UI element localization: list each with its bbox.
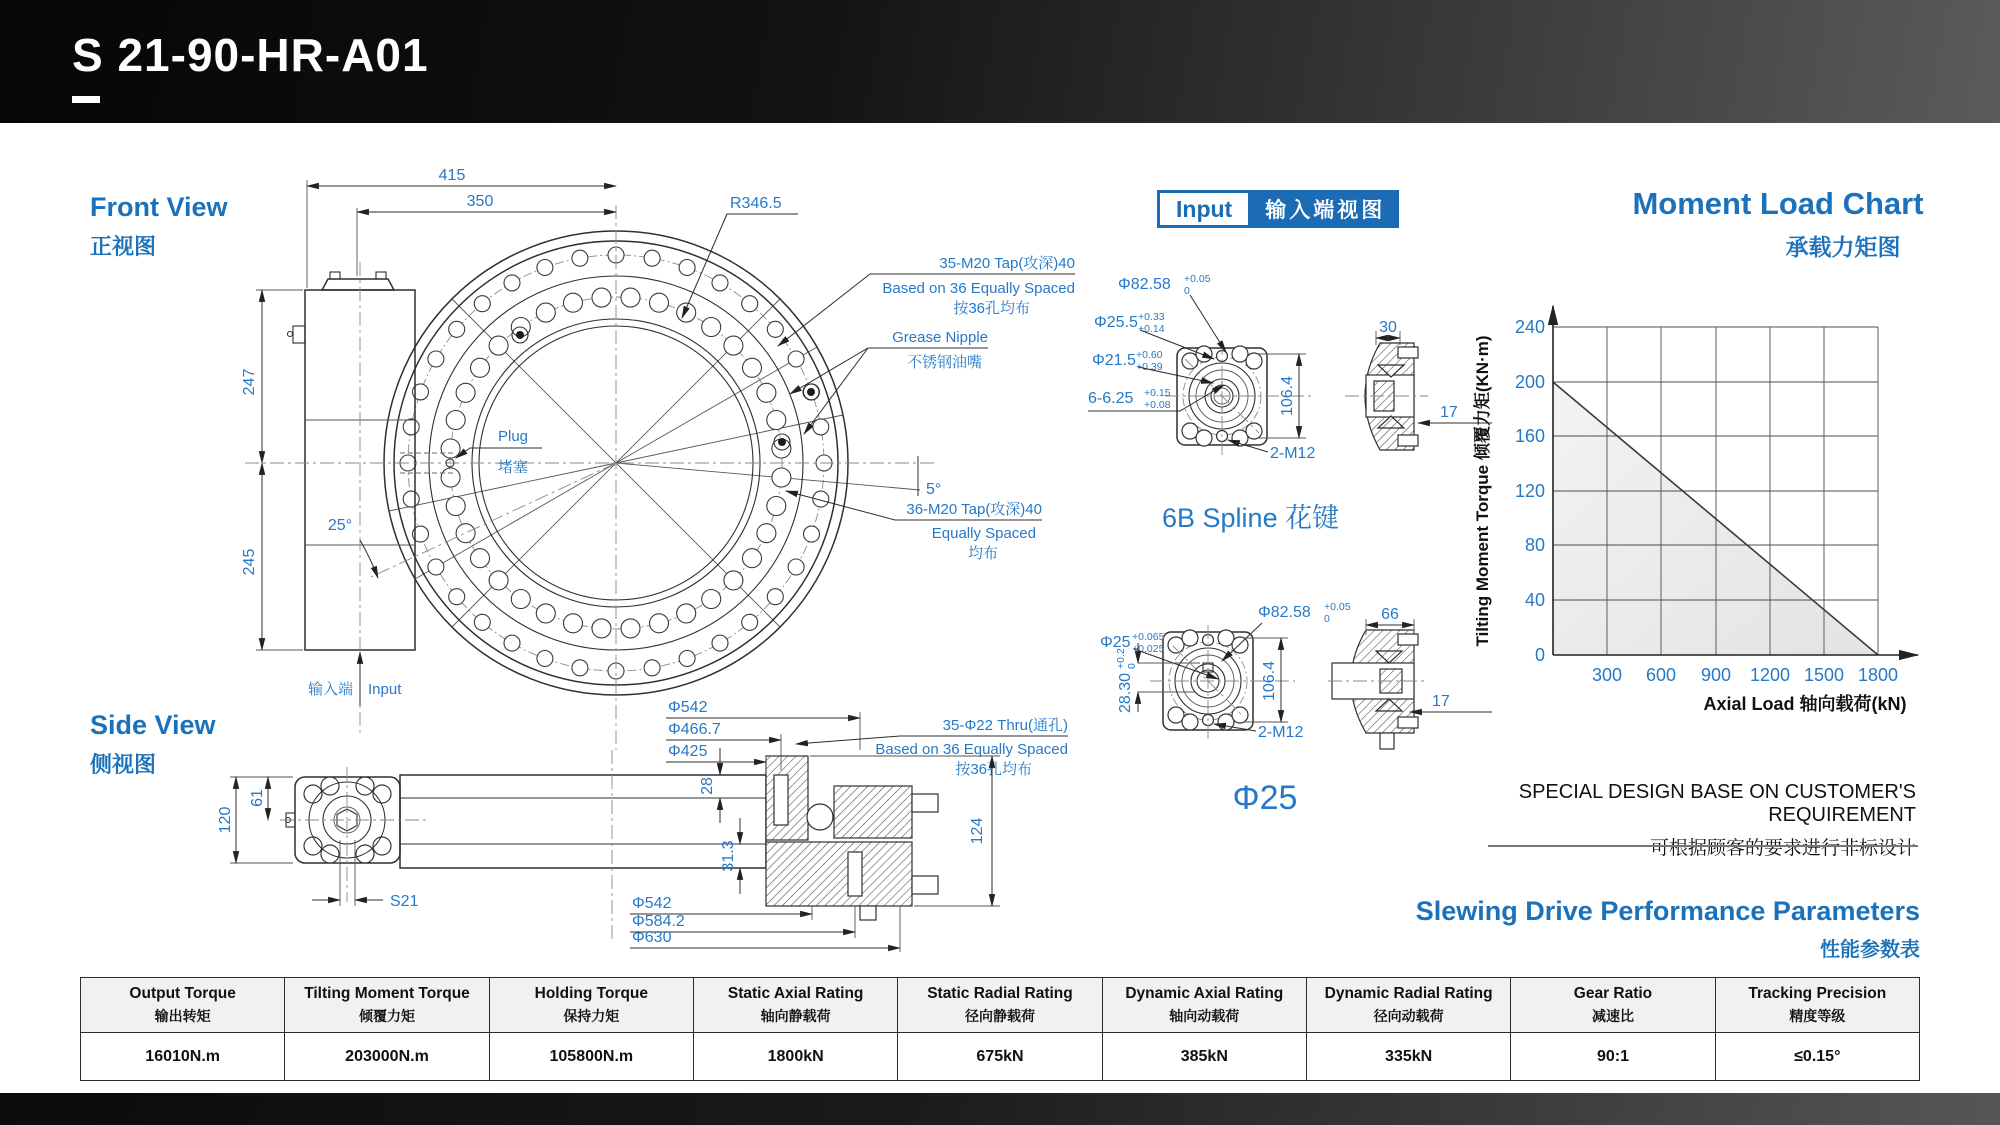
dim-phi25-1064: 106.4 bbox=[1261, 660, 1278, 702]
dim-phi25-66: 66 bbox=[1381, 606, 1399, 623]
input-badge-en: Input bbox=[1157, 190, 1251, 228]
table-value-cell: 16010N.m bbox=[81, 1033, 285, 1081]
plug-label-en: Plug bbox=[498, 428, 529, 445]
dim-28: 28 bbox=[699, 777, 716, 795]
note-divider bbox=[1488, 845, 1918, 847]
y-tick-labels bbox=[1515, 317, 1545, 665]
spline-d215-tol-l: +0.39 bbox=[1136, 361, 1163, 373]
x-tick: 600 bbox=[1645, 665, 1677, 685]
moment-load-chart bbox=[1460, 280, 2000, 720]
front-view-title: Front View bbox=[90, 192, 228, 222]
dim-angle-25: 25° bbox=[327, 517, 353, 534]
phi25-key: 28.30 bbox=[1117, 672, 1134, 713]
front-view-drawing bbox=[230, 150, 1080, 765]
spline-drawing bbox=[1080, 255, 1500, 560]
y-axis-label: Tilting Moment Torque 倾覆力矩(KN·m) bbox=[1473, 335, 1492, 647]
slewing-ring-section bbox=[766, 756, 938, 920]
dim-313: 31.3 bbox=[720, 840, 737, 872]
phi25-caption: Φ25 bbox=[1232, 779, 1298, 817]
y-tick: 160 bbox=[1514, 426, 1545, 446]
inner-tap-note-2: Equally Spaced bbox=[931, 525, 1036, 542]
y-tick: 240 bbox=[1514, 317, 1545, 337]
dim-spline-17: 17 bbox=[1440, 404, 1458, 421]
dim-247: 247 bbox=[241, 368, 258, 396]
dim-bot-542: Φ542 bbox=[632, 895, 672, 912]
table-header-cell: Output Torque 输出转矩 bbox=[81, 978, 285, 1033]
phi25-bore-tol-l: 0 bbox=[1324, 613, 1330, 625]
input-label-cn: 输入端 bbox=[307, 681, 353, 698]
y-tick: 40 bbox=[1524, 590, 1545, 610]
table-header-cell: Holding Torque 保持力矩 bbox=[489, 978, 693, 1033]
x-tick: 900 bbox=[1700, 665, 1732, 685]
table-header-row bbox=[81, 978, 1920, 1033]
outer-tap-note-1: 35-M20 Tap(攻深)40 bbox=[939, 255, 1075, 272]
dim-top-425: Φ425 bbox=[668, 743, 708, 760]
grease-note-en: Grease Nipple bbox=[892, 329, 988, 346]
plug-label-cn: 堵塞 bbox=[498, 459, 529, 476]
dim-bot-630: Φ630 bbox=[632, 929, 672, 946]
phi25-d25: Φ25 bbox=[1100, 634, 1131, 651]
dim-61: 61 bbox=[249, 789, 266, 807]
dim-bot-5842: Φ584.2 bbox=[632, 913, 685, 930]
table-value-cell: 105800N.m bbox=[489, 1033, 693, 1081]
table-header-cell: Static Radial Rating 径向静载荷 bbox=[898, 978, 1102, 1033]
x-tick-labels bbox=[1592, 665, 1898, 685]
x-tick: 1500 bbox=[1803, 665, 1845, 685]
dim-top-4667: Φ466.7 bbox=[668, 721, 721, 738]
table-value-row bbox=[81, 1033, 1920, 1081]
y-tick: 200 bbox=[1514, 372, 1545, 392]
phi25-d25-tol-l: +0.025 bbox=[1132, 643, 1165, 655]
spline-bore-dia: Φ82.58 bbox=[1118, 276, 1171, 293]
table-value-cell: ≤0.15° bbox=[1715, 1033, 1919, 1081]
input-badge bbox=[1157, 190, 1399, 228]
dim-spline-1064: 106.4 bbox=[1279, 375, 1296, 417]
phi25-bore-dia: Φ82.58 bbox=[1258, 604, 1311, 621]
table-header-cell: Tracking Precision 精度等级 bbox=[1715, 978, 1919, 1033]
chart-subtitle: 承载力矩图 bbox=[1785, 234, 1901, 260]
spline-d215: Φ21.5 bbox=[1092, 352, 1136, 369]
phi25-d25-tol-u: +0.065 bbox=[1132, 631, 1165, 643]
table-value-cell: 1800kN bbox=[693, 1033, 897, 1081]
table-value-cell: 335kN bbox=[1306, 1033, 1510, 1081]
dim-245: 245 bbox=[241, 548, 258, 576]
x-tick: 1800 bbox=[1857, 665, 1899, 685]
special-note-en: SPECIAL DESIGN BASE ON CUSTOMER'S REQUIREMENT bbox=[1518, 781, 1916, 826]
performance-subtitle: 性能参数表 bbox=[1820, 939, 1920, 961]
chart-title: Moment Load Chart bbox=[1632, 186, 1924, 221]
spline-d625-tol-u: +0.15 bbox=[1144, 387, 1171, 399]
input-badge-cn: 输入端视图 bbox=[1251, 190, 1399, 228]
spline-caption: 6B Spline 花键 bbox=[1162, 503, 1340, 533]
dim-s21: S21 bbox=[390, 893, 419, 910]
spline-d255-tol-l: +0.14 bbox=[1138, 323, 1165, 335]
input-housing bbox=[288, 272, 416, 650]
side-view-title: Side View bbox=[90, 710, 216, 740]
spline-d625: 6-6.25 bbox=[1088, 390, 1134, 407]
spline-section bbox=[1345, 343, 1428, 450]
table-header-cell: Gear Ratio 减速比 bbox=[1511, 978, 1715, 1033]
header-bar bbox=[0, 0, 2000, 123]
spline-bore-tol-u: +0.05 bbox=[1184, 273, 1211, 285]
outer-tap-note-2: Based on 36 Equally Spaced bbox=[882, 280, 1075, 297]
dim-350: 350 bbox=[466, 193, 494, 210]
title-underline bbox=[72, 96, 100, 103]
thru-note-3: 按36孔均布 bbox=[955, 761, 1032, 778]
y-tick: 0 bbox=[1534, 645, 1545, 665]
thru-note-1: 35-Φ22 Thru(通孔) bbox=[942, 717, 1068, 734]
dim-phi25-17: 17 bbox=[1432, 693, 1450, 710]
x-tick: 300 bbox=[1591, 665, 1623, 685]
phi25-key-tol-l: 0 bbox=[1126, 663, 1138, 669]
dim-radius: R346.5 bbox=[730, 195, 782, 212]
y-tick: 120 bbox=[1514, 481, 1545, 501]
performance-table bbox=[80, 977, 1920, 1081]
spline-d255: Φ25.5 bbox=[1094, 314, 1138, 331]
performance-title: Slewing Drive Performance Parameters bbox=[1415, 896, 1920, 926]
x-tick: 1200 bbox=[1749, 665, 1791, 685]
table-header-cell: Tilting Moment Torque 倾覆力矩 bbox=[285, 978, 489, 1033]
table-value-cell: 385kN bbox=[1102, 1033, 1306, 1081]
table-value-cell: 90:1 bbox=[1511, 1033, 1715, 1081]
phi25-section bbox=[1328, 630, 1428, 749]
spline-d255-tol-u: +0.33 bbox=[1138, 311, 1165, 323]
dim-120: 120 bbox=[217, 806, 234, 834]
table-value-cell: 675kN bbox=[898, 1033, 1102, 1081]
front-view-subtitle: 正视图 bbox=[90, 234, 157, 259]
spline-d215-tol-u: +0.60 bbox=[1136, 349, 1163, 361]
grease-note-cn: 不锈钢油嘴 bbox=[906, 354, 982, 371]
side-view-subtitle: 侧视图 bbox=[90, 752, 157, 777]
special-note bbox=[1480, 781, 1916, 860]
footer-bar bbox=[0, 1093, 2000, 1125]
x-axis-label: Axial Load 轴向载荷(kN) bbox=[1703, 694, 1907, 714]
outer-tap-note-3: 按36孔均布 bbox=[953, 300, 1030, 317]
performance-heading bbox=[1380, 896, 1920, 962]
phi25-key-tol-u: +0.2 bbox=[1115, 648, 1127, 669]
thru-note-2: Based on 36 Equally Spaced bbox=[875, 741, 1068, 758]
phi25-drawing bbox=[1080, 585, 1500, 885]
special-note-cn: 可根据顾客的要求进行非标设计 bbox=[1649, 838, 1916, 859]
dim-415: 415 bbox=[438, 167, 466, 184]
dim-angle-5: 5° bbox=[926, 481, 942, 498]
spline-2m12: 2-M12 bbox=[1270, 445, 1316, 462]
table-header-cell: Dynamic Axial Rating 轴向动载荷 bbox=[1102, 978, 1306, 1033]
phi25-bore-tol-u: +0.05 bbox=[1324, 601, 1351, 613]
dim-top-542: Φ542 bbox=[668, 699, 708, 716]
phi25-2m12: 2-M12 bbox=[1258, 724, 1304, 741]
table-header-cell: Dynamic Radial Rating 径向动载荷 bbox=[1306, 978, 1510, 1033]
product-title: S 21-90-HR-A01 bbox=[72, 29, 429, 81]
table-header-cell: Static Axial Rating 轴向静载荷 bbox=[693, 978, 897, 1033]
spline-d625-tol-l: +0.08 bbox=[1144, 399, 1171, 411]
table-value-cell: 203000N.m bbox=[285, 1033, 489, 1081]
dim-124: 124 bbox=[969, 817, 986, 845]
y-tick: 80 bbox=[1524, 535, 1545, 555]
dim-spline-30: 30 bbox=[1379, 319, 1397, 336]
spline-bore-tol-l: 0 bbox=[1184, 285, 1190, 297]
input-label-en: Input bbox=[368, 681, 402, 698]
side-view-drawing bbox=[200, 690, 1080, 955]
inner-tap-note-1: 36-M20 Tap(攻深)40 bbox=[906, 501, 1042, 518]
inner-tap-note-3: 均布 bbox=[967, 545, 998, 562]
